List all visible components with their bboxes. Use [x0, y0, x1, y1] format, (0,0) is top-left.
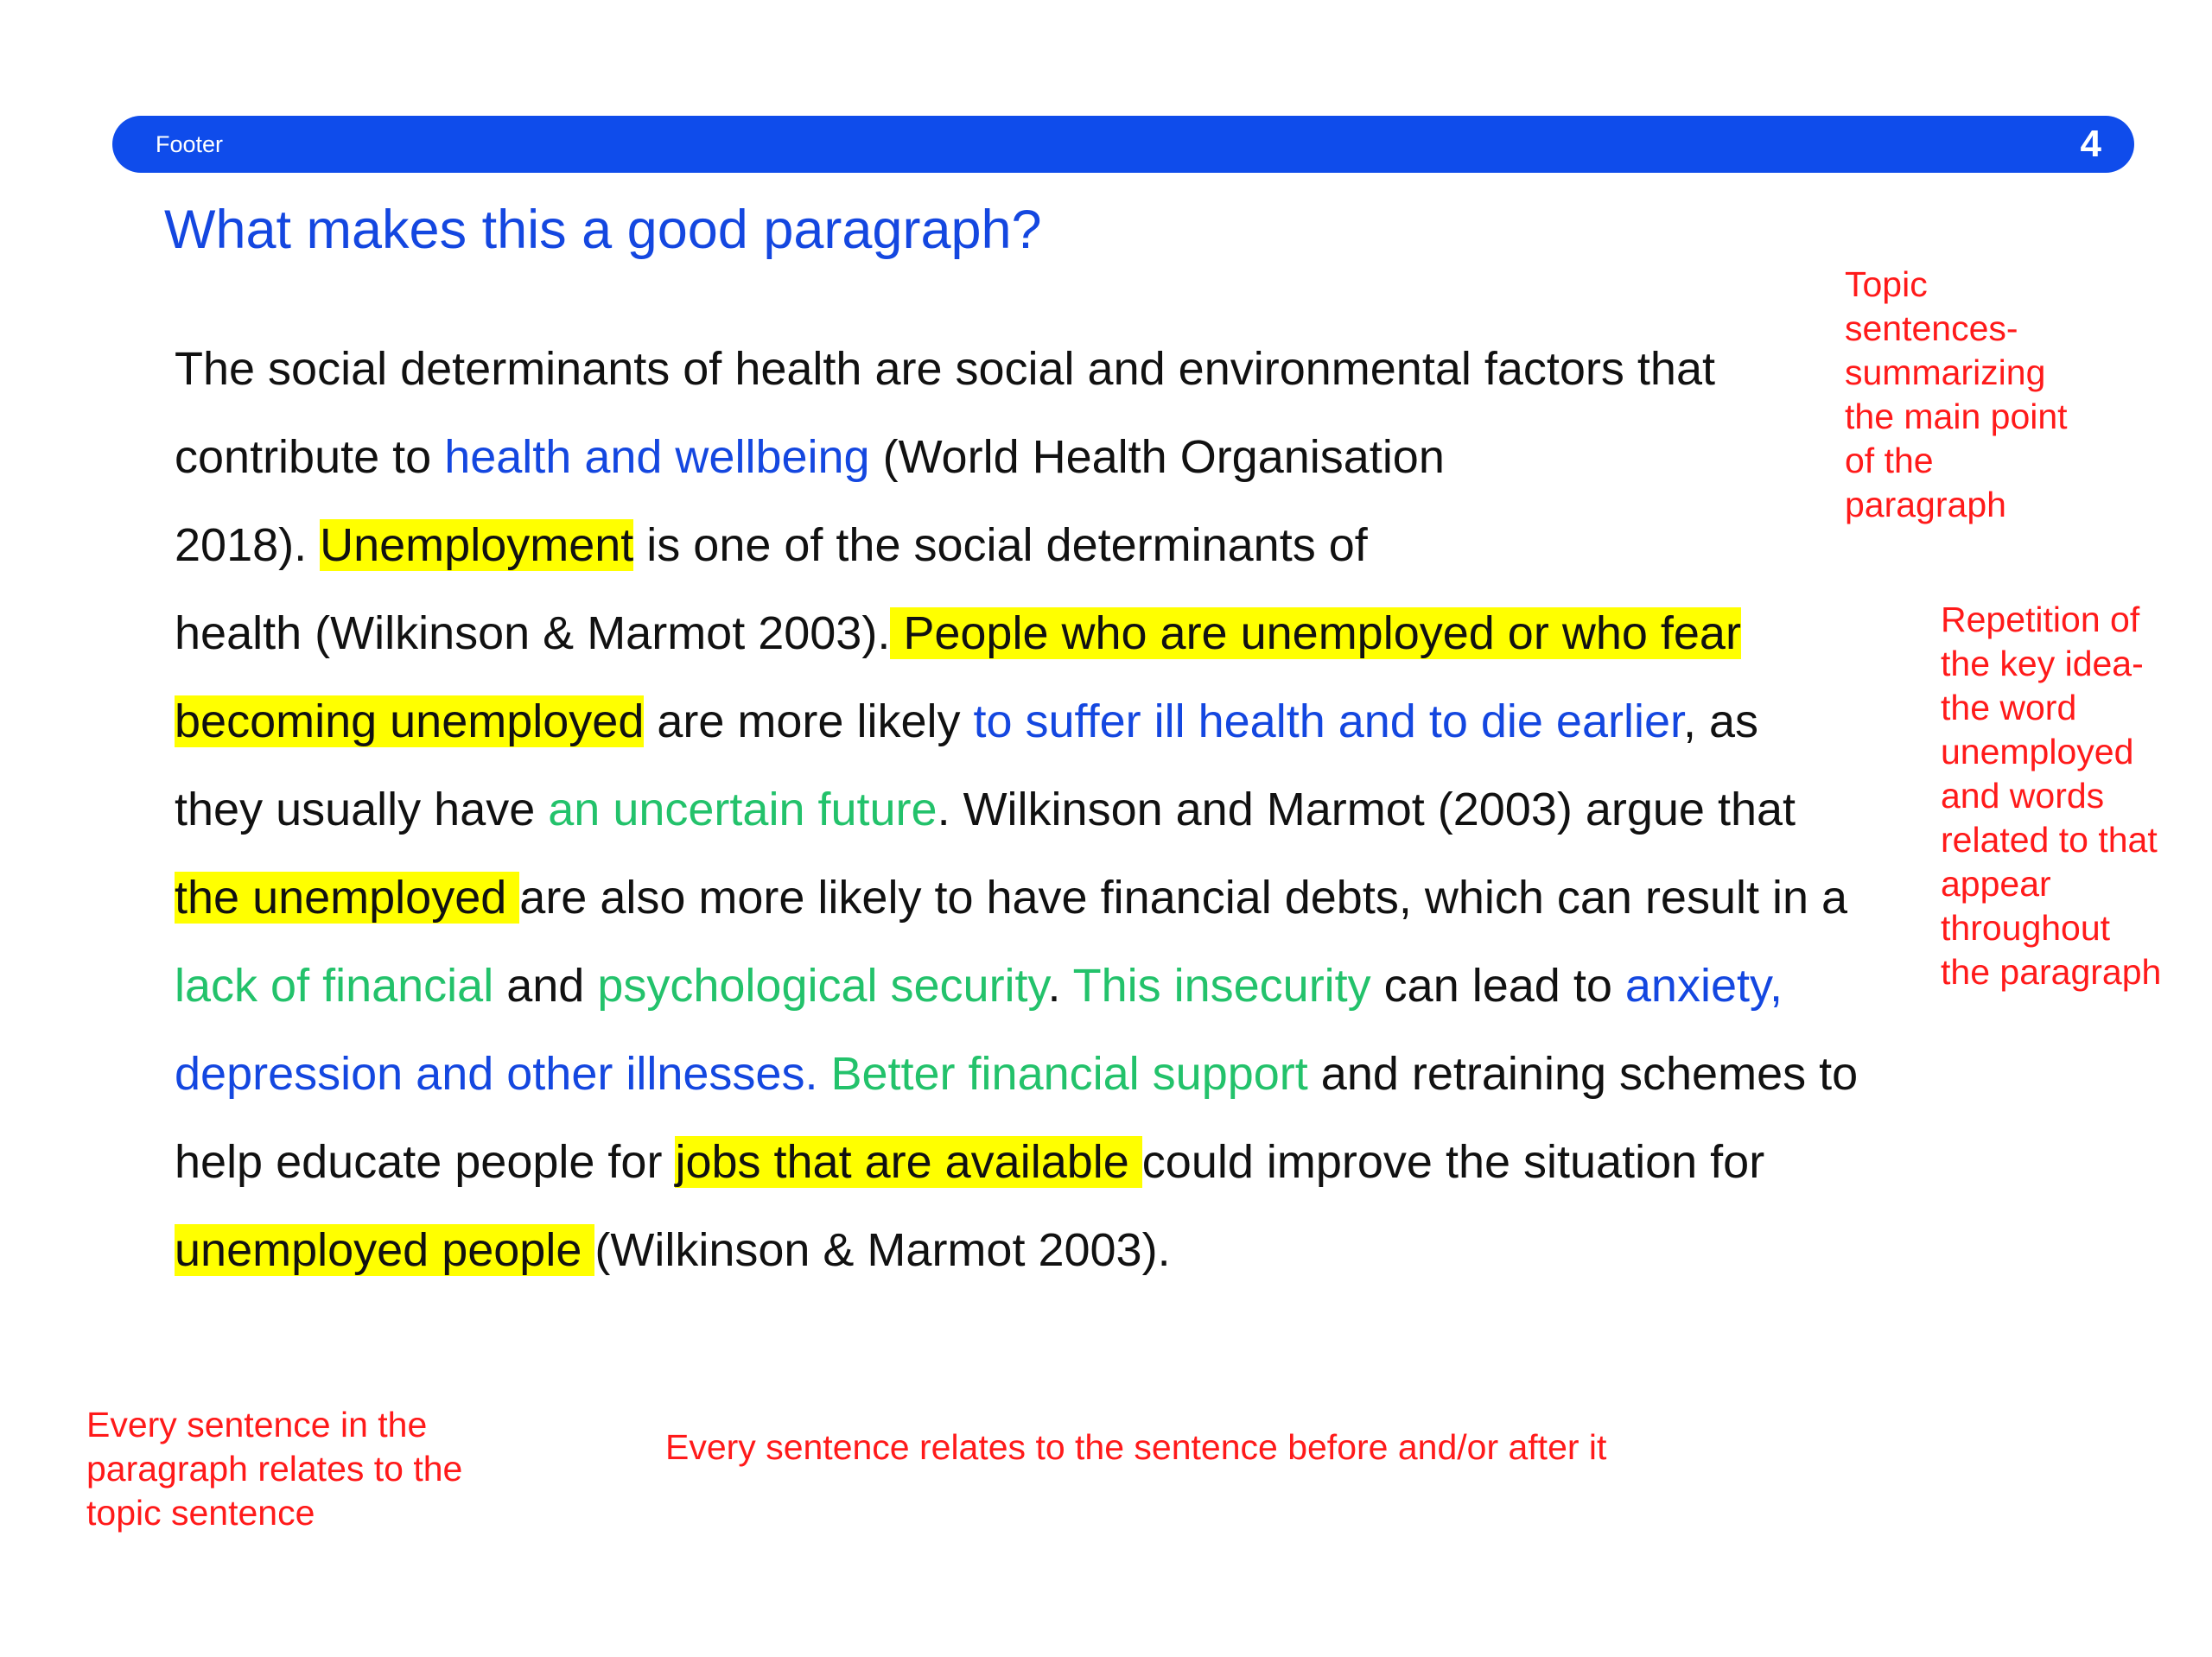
- plain-text: could improve the situation for: [1141, 1136, 1765, 1188]
- note-line: Every sentence in the: [86, 1405, 428, 1444]
- paragraph-line-6: [175, 765, 1955, 854]
- plain-text: 2018).: [175, 519, 321, 571]
- plain-text: (Wilkinson & Marmot 2003).: [594, 1224, 1171, 1276]
- note-line: related to that: [1941, 820, 2158, 860]
- paragraph-line-11: [175, 1206, 1955, 1294]
- note-line: Repetition of: [1941, 600, 2140, 639]
- blue-phrase: depression and other illnesses.: [175, 1048, 818, 1100]
- plain-text: are more likely: [644, 695, 974, 747]
- note-line: the key idea-: [1941, 644, 2144, 683]
- plain-text: they usually have: [175, 784, 549, 835]
- plain-text: , as: [1683, 695, 1759, 747]
- highlighted-phrase: Unemployment: [320, 519, 634, 571]
- highlighted-phrase: unemployed people: [175, 1224, 595, 1276]
- highlighted-phrase: People who are unemployed or who fear: [890, 607, 1741, 659]
- green-phrase: an uncertain future: [548, 784, 938, 835]
- note-line: of the: [1845, 441, 1934, 480]
- example-paragraph: [175, 325, 1955, 1294]
- plain-text: contribute to: [175, 431, 445, 483]
- note-line: summarizing: [1845, 352, 2046, 392]
- highlighted-phrase: jobs that are available: [675, 1136, 1142, 1188]
- note-line: the paragraph: [1941, 952, 2162, 992]
- paragraph-line-2: [175, 413, 1955, 501]
- plain-text: health (Wilkinson & Marmot 2003).: [175, 607, 891, 659]
- every-sentence-note: [86, 1403, 462, 1535]
- topic-sentence-note: [1845, 263, 2068, 527]
- footer-label: Footer: [156, 131, 224, 157]
- plain-text: . Wilkinson and Marmot (2003) argue that: [937, 784, 1796, 835]
- footer-bar: [112, 116, 2134, 173]
- note-line: Topic: [1845, 264, 1928, 304]
- paragraph-line-8: [175, 942, 1955, 1030]
- plain-text: and retraining schemes to: [1307, 1048, 1859, 1100]
- note-line: the word: [1941, 688, 2077, 727]
- plain-text: .: [1047, 960, 1073, 1012]
- green-phrase: lack of financial: [175, 960, 494, 1012]
- sentence-relation-note: Every sentence relates to the sentence before and/or after it: [665, 1427, 1607, 1467]
- plain-text: help educate people for: [175, 1136, 676, 1188]
- green-phrase: psychological security: [597, 960, 1048, 1012]
- paragraph-line-7: [175, 854, 1955, 942]
- note-line: paragraph relates to the: [86, 1449, 463, 1489]
- plain-text: are also more likely to have financial debts, which can result in a: [519, 872, 1848, 924]
- page-number: 4: [2080, 123, 2101, 165]
- blue-phrase: anxiety,: [1624, 960, 1783, 1012]
- paragraph-line-5: [175, 677, 1955, 765]
- paragraph-line-4: [175, 589, 1955, 677]
- plain-text: is one of the social determinants of: [633, 519, 1368, 571]
- green-phrase: This insecurity: [1072, 960, 1371, 1012]
- highlighted-phrase: the unemployed: [175, 872, 520, 924]
- note-line: sentences-: [1845, 308, 2018, 348]
- slide-title: What makes this a good paragraph?: [164, 200, 1042, 260]
- note-line: paragraph: [1845, 485, 2006, 524]
- paragraph-line-9: [175, 1030, 1955, 1118]
- note-line: and words: [1941, 776, 2105, 816]
- repetition-note: [1941, 598, 2161, 994]
- note-line: appear: [1941, 864, 2051, 904]
- green-phrase: Better financial support: [830, 1048, 1308, 1100]
- paragraph-line-1: [175, 325, 1955, 413]
- note-line: topic sentence: [86, 1493, 315, 1533]
- paragraph-line-10: [175, 1118, 1955, 1206]
- note-line: throughout: [1941, 908, 2111, 948]
- note-line: unemployed: [1941, 732, 2134, 771]
- highlighted-phrase: becoming unemployed: [175, 695, 645, 747]
- note-line: the main point: [1845, 397, 2068, 436]
- plain-text: The social determinants of health are social and environmental factors that: [175, 343, 1715, 395]
- plain-text: (World Health Organisation: [869, 431, 1445, 483]
- blue-phrase: health and wellbeing: [444, 431, 870, 483]
- paragraph-line-3: [175, 501, 1955, 589]
- blue-phrase: to suffer ill health and to die earlier: [973, 695, 1684, 747]
- plain-text: can lead to: [1370, 960, 1625, 1012]
- plain-text: and: [493, 960, 598, 1012]
- plain-text: [817, 1048, 830, 1100]
